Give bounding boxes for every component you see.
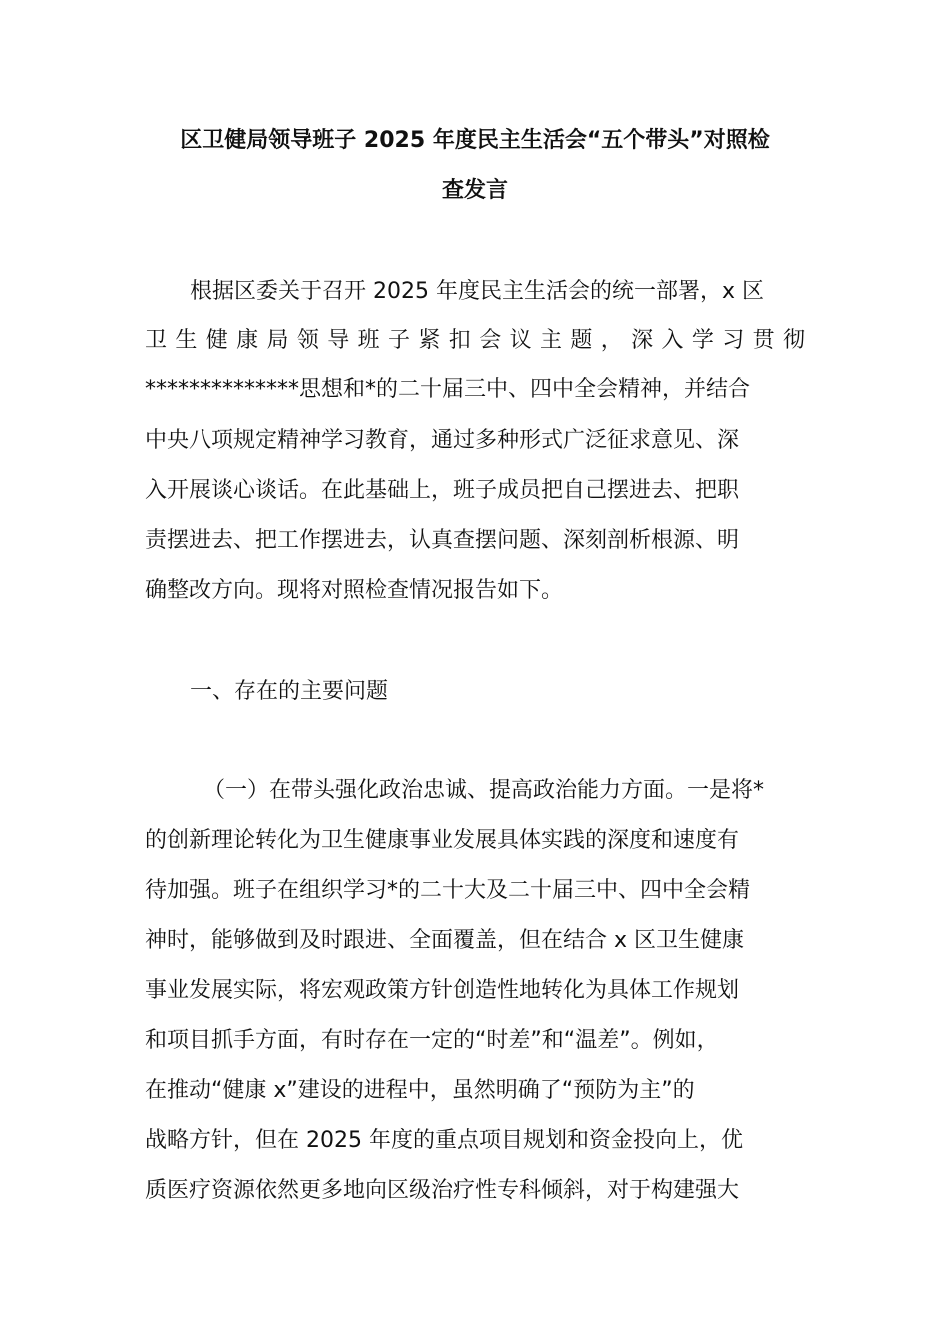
- section-paragraph-line: （一）在带头强化政治忠诚、提高政治能力方面。一是将*: [203, 778, 765, 803]
- intro-paragraph-line: 中央八项规定精神学习教育，通过多种形式广泛征求意见、深: [145, 428, 740, 453]
- intro-paragraph-line: 根据区委关于召开 2025 年度民主生活会的统一部署，x 区: [190, 279, 764, 304]
- intro-paragraph-line: 责摆进去、把工作摆进去，认真查摆问题、深刻剖析根源、明: [145, 528, 740, 553]
- section-paragraph-line: 待加强。班子在组织学习*的二十大及二十届三中、四中全会精: [145, 878, 751, 903]
- intro-paragraph-line: **************思想和*的二十届三中、四中全会精神，并结合: [145, 377, 751, 402]
- section-paragraph-line: 事业发展实际，将宏观政策方针创造性地转化为具体工作规划: [145, 978, 740, 1003]
- section-paragraph-line: 神时，能够做到及时跟进、全面覆盖，但在结合 x 区卫生健康: [145, 928, 745, 953]
- section-paragraph-line: 战略方针，但在 2025 年度的重点项目规划和资金投向上，优: [145, 1128, 743, 1153]
- section-paragraph-line: 在推动“健康 x”建设的进程中，虽然明确了“预防为主”的: [145, 1078, 695, 1103]
- intro-paragraph-line: 入开展谈心谈话。在此基础上，班子成员把自己摆进去、把职: [145, 478, 740, 503]
- section-paragraph-line: 质医疗资源依然更多地向区级治疗性专科倾斜，对于构建强大: [145, 1178, 740, 1203]
- document-title-line-1: 区卫健局领导班子 2025 年度民主生活会“五个带头”对照检: [180, 128, 770, 153]
- document-title-line-2: 查发言: [441, 178, 508, 203]
- section-paragraph-line: 和项目抓手方面，有时存在一定的“时差”和“温差”。例如，: [145, 1028, 719, 1053]
- section-paragraph-line: 的创新理论转化为卫生健康事业发展具体实践的深度和速度有: [145, 828, 740, 853]
- intro-paragraph-line: 卫 生 健 康 局 领 导 班 子 紧 扣 会 议 主 题 ， 深 入 学 习 贯 彻: [145, 328, 805, 353]
- intro-paragraph-line: 确整改方向。现将对照检查情况报告如下。: [145, 578, 564, 603]
- section-heading: 一、存在的主要问题: [190, 679, 389, 704]
